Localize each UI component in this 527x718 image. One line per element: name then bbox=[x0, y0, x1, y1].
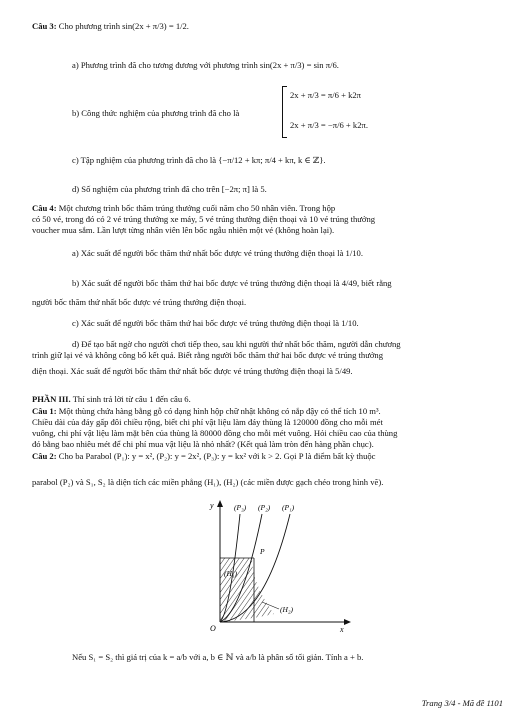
q3-b-case2: 2x + π/3 = −π/6 + k2π. bbox=[290, 120, 368, 130]
q4-d-2: trình giữ lại vé và không công bố kết quả. Biết rằng người bốc thăm thứ hai bốc được vé trúng thưởng bbox=[32, 350, 384, 360]
p3-q1-line-4: đó bằng bao nhiêu mét để chi phí mua vật liệu là nhỏ nhất? (Kết quả làm tròn đến hàng phần chục). bbox=[32, 439, 374, 449]
p3-q2-head: Câu 2: bbox=[32, 451, 57, 461]
q4-a: a) Xác suất để người bốc thăm thứ nhất bốc được vé trúng thưởng điện thoại là 1/10. bbox=[72, 248, 363, 258]
x-axis-label: x bbox=[340, 625, 344, 634]
q4-line-2: có 50 vé, trong đó có 2 vé trúng thưởng xe máy, 5 vé trúng thưởng điện thoại và 10 vé trúng thưởng bbox=[32, 214, 376, 224]
part3-heading bbox=[32, 394, 191, 405]
q3-d: d) Số nghiệm của phương trình đã cho trên [−2π; π] là 5. bbox=[72, 184, 267, 194]
q3-c: c) Tập nghiệm của phương trình đã cho là {−π/12 + kπ; π/4 + kπ, k ∈ ℤ}. bbox=[72, 155, 326, 165]
q3-stem bbox=[32, 21, 189, 32]
p3-q1-line-3: vuông, chi phí vật liệu làm mặt bên của thùng là 80000 đồng cho mỗi mét vuông. Hỏi chiều cao của thùng bbox=[32, 428, 398, 438]
page-footer: Trang 3/4 - Mã đề 1101 bbox=[421, 698, 503, 708]
q3-a: a) Phương trình đã cho tương đương với phương trình sin(2x + π/3) = sin π/6. bbox=[72, 60, 339, 70]
label-p1: (P₁) bbox=[282, 503, 295, 512]
label-h2: (H₂) bbox=[280, 605, 294, 614]
parabola-figure bbox=[196, 494, 356, 634]
q3-b-lead: b) Công thức nghiệm của phương trình đã cho là bbox=[72, 108, 240, 118]
q3-b-bracket bbox=[282, 86, 287, 138]
q3-b-case1: 2x + π/3 = π/6 + k2π bbox=[290, 90, 362, 100]
q4-d-3: điện thoại. Xác suất để người bốc thăm thứ nhất bốc được vé trúng thưởng điện thoại là 5/49. bbox=[32, 366, 353, 376]
y-axis-arrow bbox=[217, 500, 223, 507]
q3-equation: sin(2x + π/3) = 1/2. bbox=[122, 21, 189, 31]
part3-instruction: Thí sinh trả lời từ câu 1 đến câu 6. bbox=[72, 394, 191, 404]
label-p3: (P₃) bbox=[234, 503, 247, 512]
p3-q1-line-1-text: Một thùng chứa hàng bằng gỗ có dạng hình hộp chữ nhật không có nắp đậy có thể tích 10 m³. bbox=[58, 406, 381, 416]
label-point-p: P bbox=[260, 547, 265, 556]
y-axis-label: y bbox=[210, 501, 214, 510]
p3-q2-line-1-text: Cho ba Parabol (P₁): y = x², (P₂): y = 2x², (P₃): y = kx² với k > 2. Gọi P là điểm bất kỳ thuộc bbox=[58, 451, 376, 461]
q3-head: Câu 3: bbox=[32, 21, 57, 31]
q4-b-2: người bốc thăm thứ nhất bốc được vé trúng thưởng điện thoại. bbox=[32, 297, 247, 307]
p3-q2-line-2: parabol (P₂) và S₁, S₂ là diện tích các miền phẳng (H₁), (H₂) (các miền được gạch chéo trong hình vẽ). bbox=[32, 477, 384, 487]
origin-label: O bbox=[210, 624, 216, 633]
p3-q2-line-1 bbox=[32, 451, 376, 462]
q4-line-1-text: Một chương trình bốc thăm trúng thưởng cuối năm cho 50 nhân viên. Trong hộp bbox=[58, 203, 336, 213]
p3-q1-head: Câu 1: bbox=[32, 406, 57, 416]
q4-line-1 bbox=[32, 203, 335, 214]
q4-line-3: voucher mua sắm. Lần lượt từng nhân viên lên bốc ngẫu nhiên một vé (không hoàn lại). bbox=[32, 225, 335, 235]
label-h1: (H₁) bbox=[224, 569, 238, 578]
label-p2: (P₂) bbox=[258, 503, 271, 512]
p3-q1-line-2: Chiều dài của đáy gấp đôi chiều rộng, biết chi phí vật liệu làm đáy thùng là 120000 đồng cho mỗi mét bbox=[32, 417, 383, 427]
q4-b-1: b) Xác suất để người bốc thăm thứ hai bốc được vé trúng thưởng điện thoại là 4/49, biết rằng bbox=[72, 278, 392, 288]
p3-q1-line-1 bbox=[32, 406, 381, 417]
q4-d-1: d) Để tạo bất ngờ cho người chơi tiếp theo, sau khi người thứ nhất bốc thăm, người dẫn chương bbox=[72, 339, 401, 349]
q4-head: Câu 4: bbox=[32, 203, 57, 213]
q3-stem-text: Cho phương trình bbox=[58, 21, 120, 31]
q4-c: c) Xác suất để người bốc thăm thứ hai bốc được vé trúng thưởng điện thoại là 1/10. bbox=[72, 318, 359, 328]
p3-q2-line-3: Nếu S₁ = S₂ thì giá trị của k = a/b với a, b ∈ ℕ và a/b là phân số tối giản. Tính a + b. bbox=[72, 652, 364, 662]
x-axis-arrow bbox=[344, 619, 351, 625]
part3-title: PHẦN III. bbox=[32, 394, 71, 404]
